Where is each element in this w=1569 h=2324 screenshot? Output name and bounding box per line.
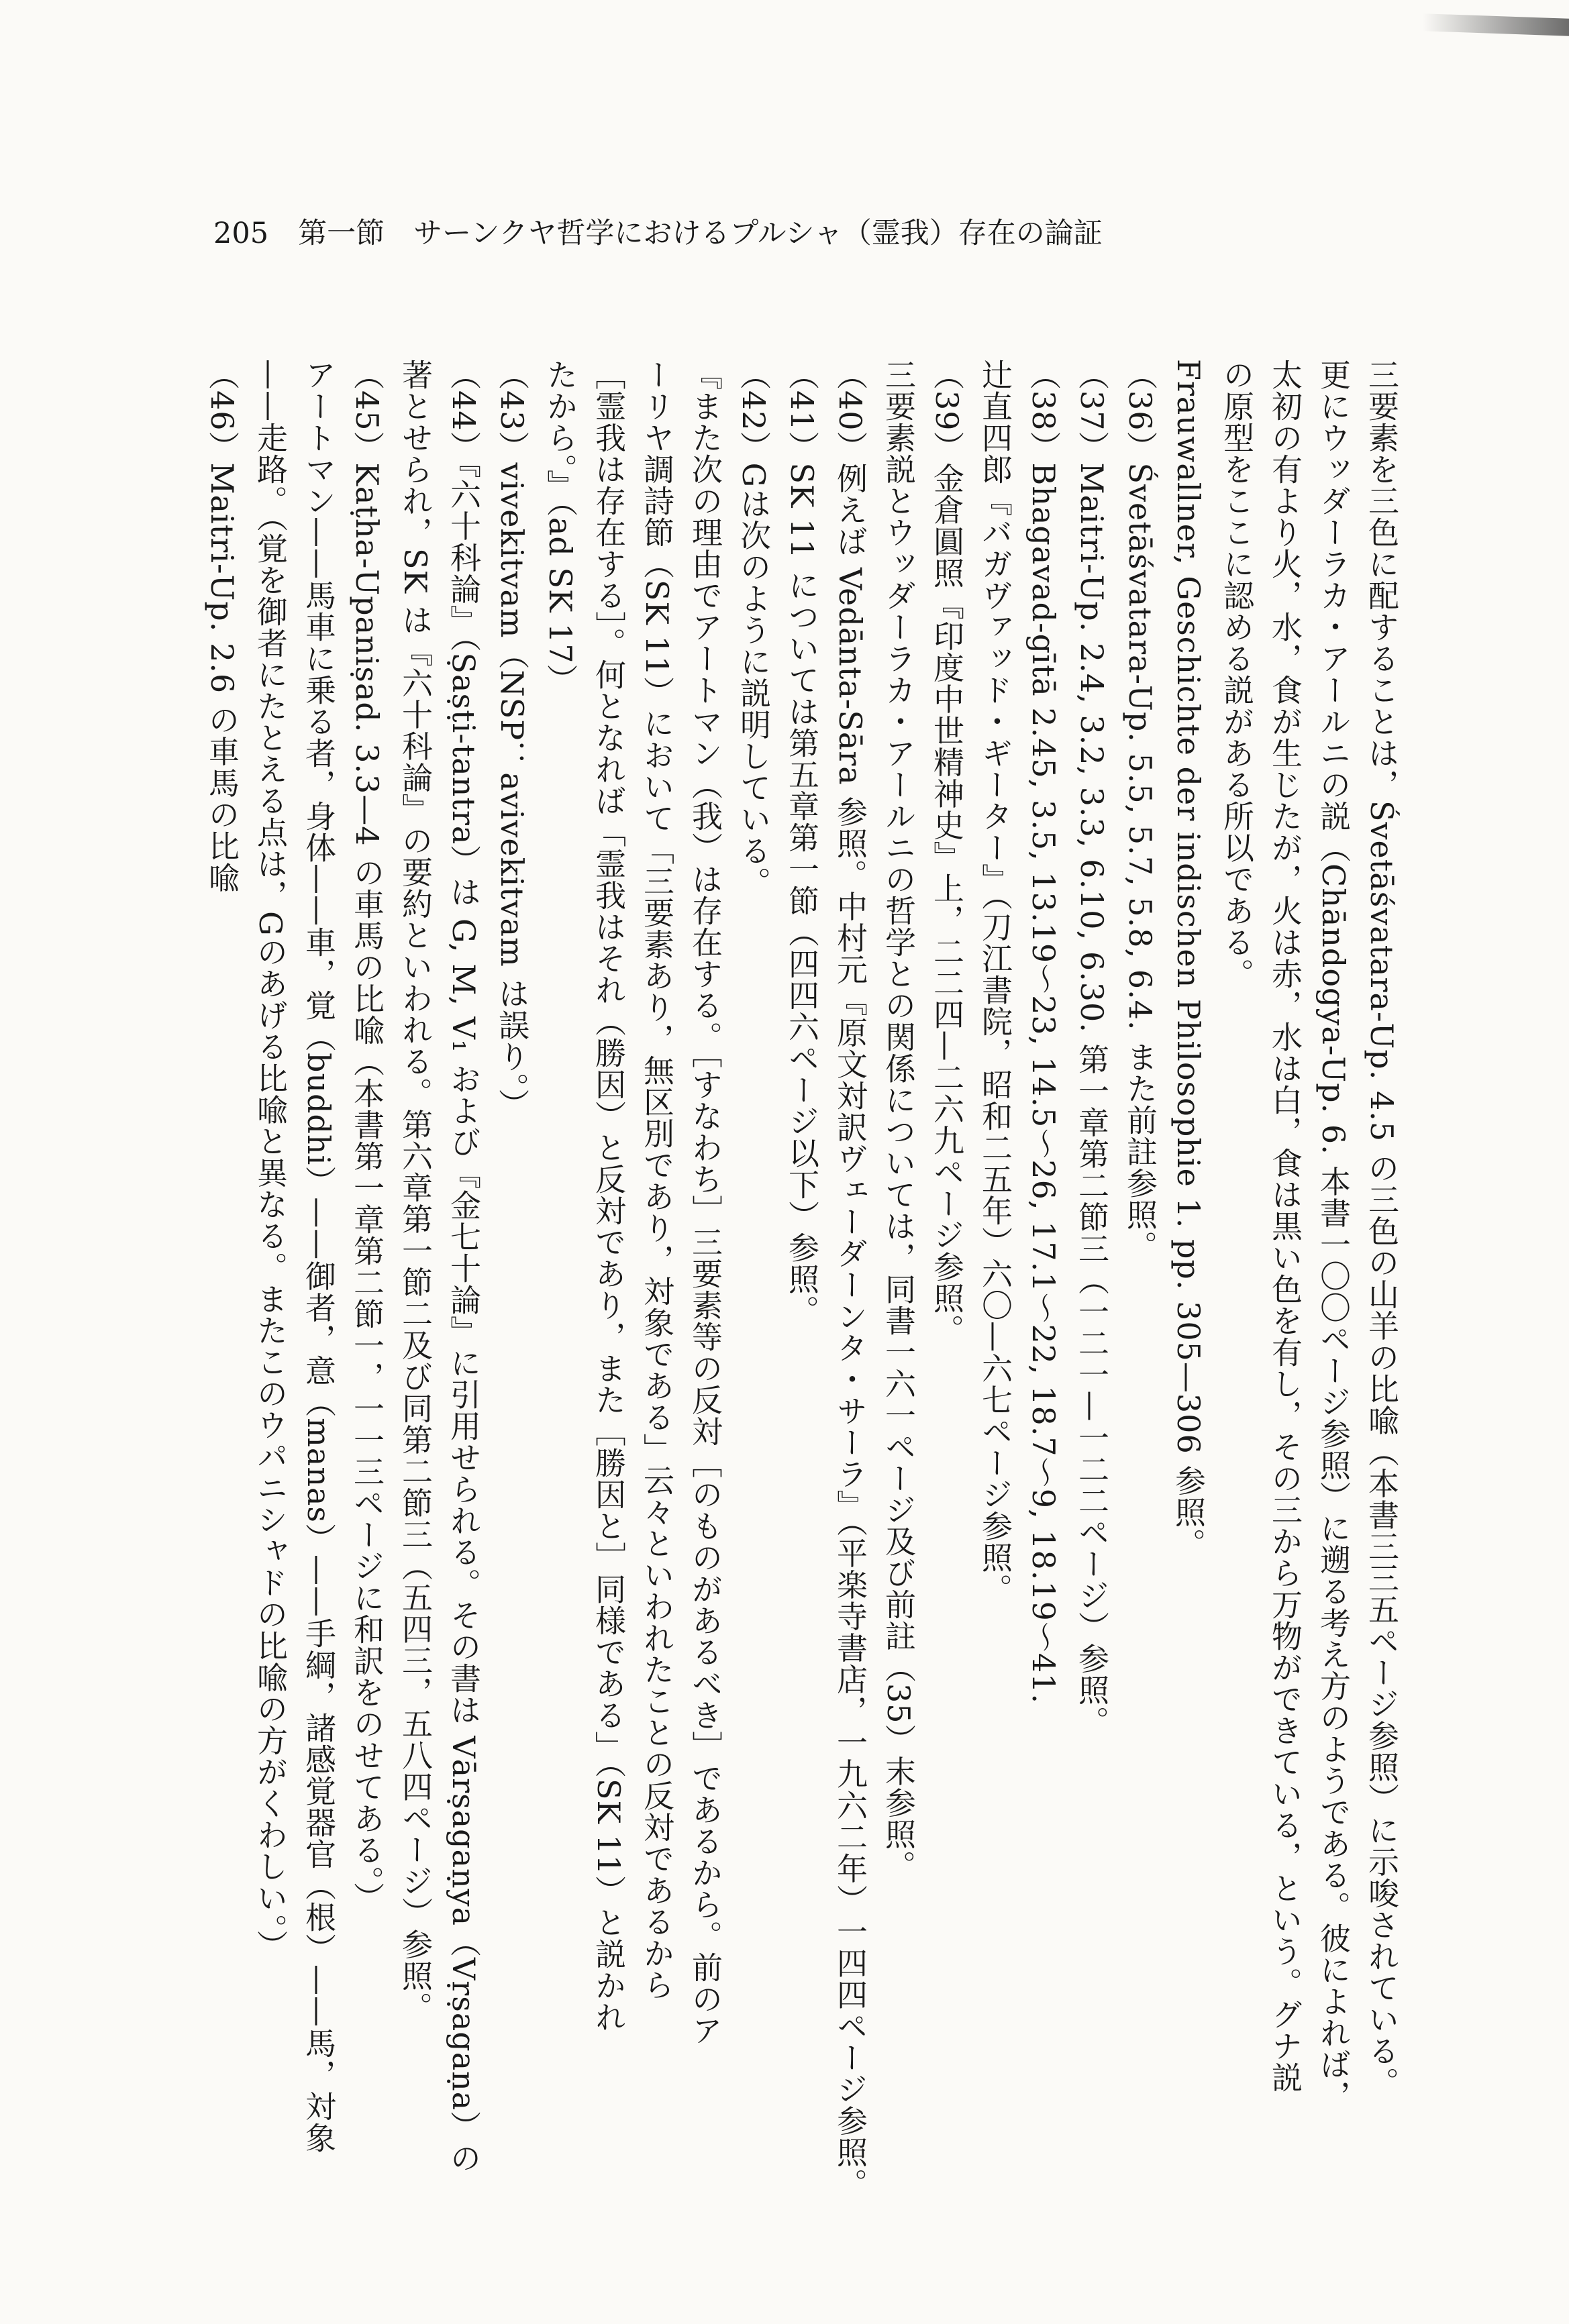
text-line: Frauwallner, Geschichte der indischen Philosophie 1. pp. 305—306 参照。 <box>1170 359 1207 1560</box>
note-43: （43）vivekitvam（NSP：avivekitvam は誤り。） <box>494 359 530 1120</box>
note-36: （36）Śvetāśvatara-Up. 5.5, 5.7, 5.8, 6.4. また前註参照。 <box>1122 359 1158 1263</box>
text-line: 三要素説とウッダーラカ・アールニの哲学との関係については，同書一六一ページ及び前註（35）末参照。 <box>880 359 917 1882</box>
running-header <box>213 213 1103 254</box>
vertical-text-body <box>168 359 1406 2200</box>
note-45: （45）Kaṭha-Upaniṣad. 3.3—4 の車馬の比喩（本書第一章第二節一，一一三ページに和訳をのせてある。） <box>349 359 385 1914</box>
scan-edge-mark <box>1423 13 1569 36</box>
text-line: 辻直四郎『バガヴァッド・ギーター』（刀江書院，昭和二五年）六〇—六七ページ参照。 <box>977 359 1013 1605</box>
text-line: アートマン——馬車に乗る者，身体——車，覚（buddhi）——御者，意（manas）——手綱，諸感覚器官（根）——馬，対象 <box>301 359 337 2154</box>
text-line: 更にウッダーラカ・アールニの説（Chāndogya-Up. 6. 本書一〇〇ページ参照）に遡る考え方のようである。彼によれば， <box>1315 359 1352 2112</box>
note-40: （40）例えば Vedānta-Sāra 参照。中村元『原文対訳ヴェーダーンタ・サーラ』（平楽寺書店，一九六二年）一四四ページ参照。 <box>832 359 868 2200</box>
quote-line: たから。』（ad SK 17） <box>542 359 578 696</box>
note-44: （44）『六十科論』（Ṣaṣṭi-tantra）は G, M, V₁ および『金七十論』に引用せられる。その書は Vārṣagaṇya（Vṛṣagaṇa）の <box>446 359 482 2174</box>
text-line: 三要素を三色に配することは，Śvetāśvatara-Up. 4.5 の三色の山羊の比喩（本書三三五ページ参照）に示唆されている。 <box>1364 359 1400 2099</box>
text-line: の原型をここに認める説がある所以である。 <box>1219 359 1255 990</box>
quote-line: ［霊我は存在する］。何となれば「霊我はそれ（勝因）と反対であり，また［勝因と］同様である」（SK 11）と説かれ <box>591 359 627 2034</box>
quote-line: 『また次の理由でアートマン（我）は存在する。［すなわち］三要素等の反対［のものがあるべき］であるから。前のア <box>687 359 723 2046</box>
text-line: 著とせられ，SK は『六十科論』の要約といわれる。第六章第一節二及び同第二節三（五四三，五八四ページ）参照。 <box>397 359 434 2023</box>
text-line: 太初の有より火，水，食が生じたが，火は赤，水は白，食は黒い色を有し，その三から万物ができている，という。グナ説 <box>1267 359 1303 2093</box>
quote-line: ーリヤ調詩節（SK 11）において「三要素あり，無区別であり，対象である」云々といわれたことの反対であるから <box>639 359 675 2001</box>
page-number: 205 <box>213 217 269 250</box>
note-37: （37）Maitri-Up. 2.4, 3.2, 3.3, 6.10, 6.30. 第一章第二節三（一二一—一二二ページ）参照。 <box>1074 359 1110 1738</box>
note-38: （38）Bhagavad-gītā 2.45, 3.5, 13.19〜23, 14.5〜26, 17.1〜22, 18.7〜9, 18.19〜41. <box>1025 359 1062 1705</box>
chapter-section-title: 第一節 サーンクヤ哲学におけるプルシャ（霊我）存在の論証 <box>298 217 1103 250</box>
note-41: （41）SK 11 については第五章第一節（四四六ページ以下）参照。 <box>784 359 820 1327</box>
note-46: （46）Maitri-Up. 2.6 の車馬の比喩 <box>204 359 240 894</box>
note-42: （42）Gは次のように説明している。 <box>736 359 772 898</box>
text-line: ——走路。（覚を御者にたとえる点は，Gのあげる比喩と異なる。またこのウパニシャドの比喩の方がくわしい。） <box>252 359 289 1962</box>
note-39: （39）金倉圓照『印度中世精神史』上，二二四—二六九ページ参照。 <box>929 359 965 1346</box>
